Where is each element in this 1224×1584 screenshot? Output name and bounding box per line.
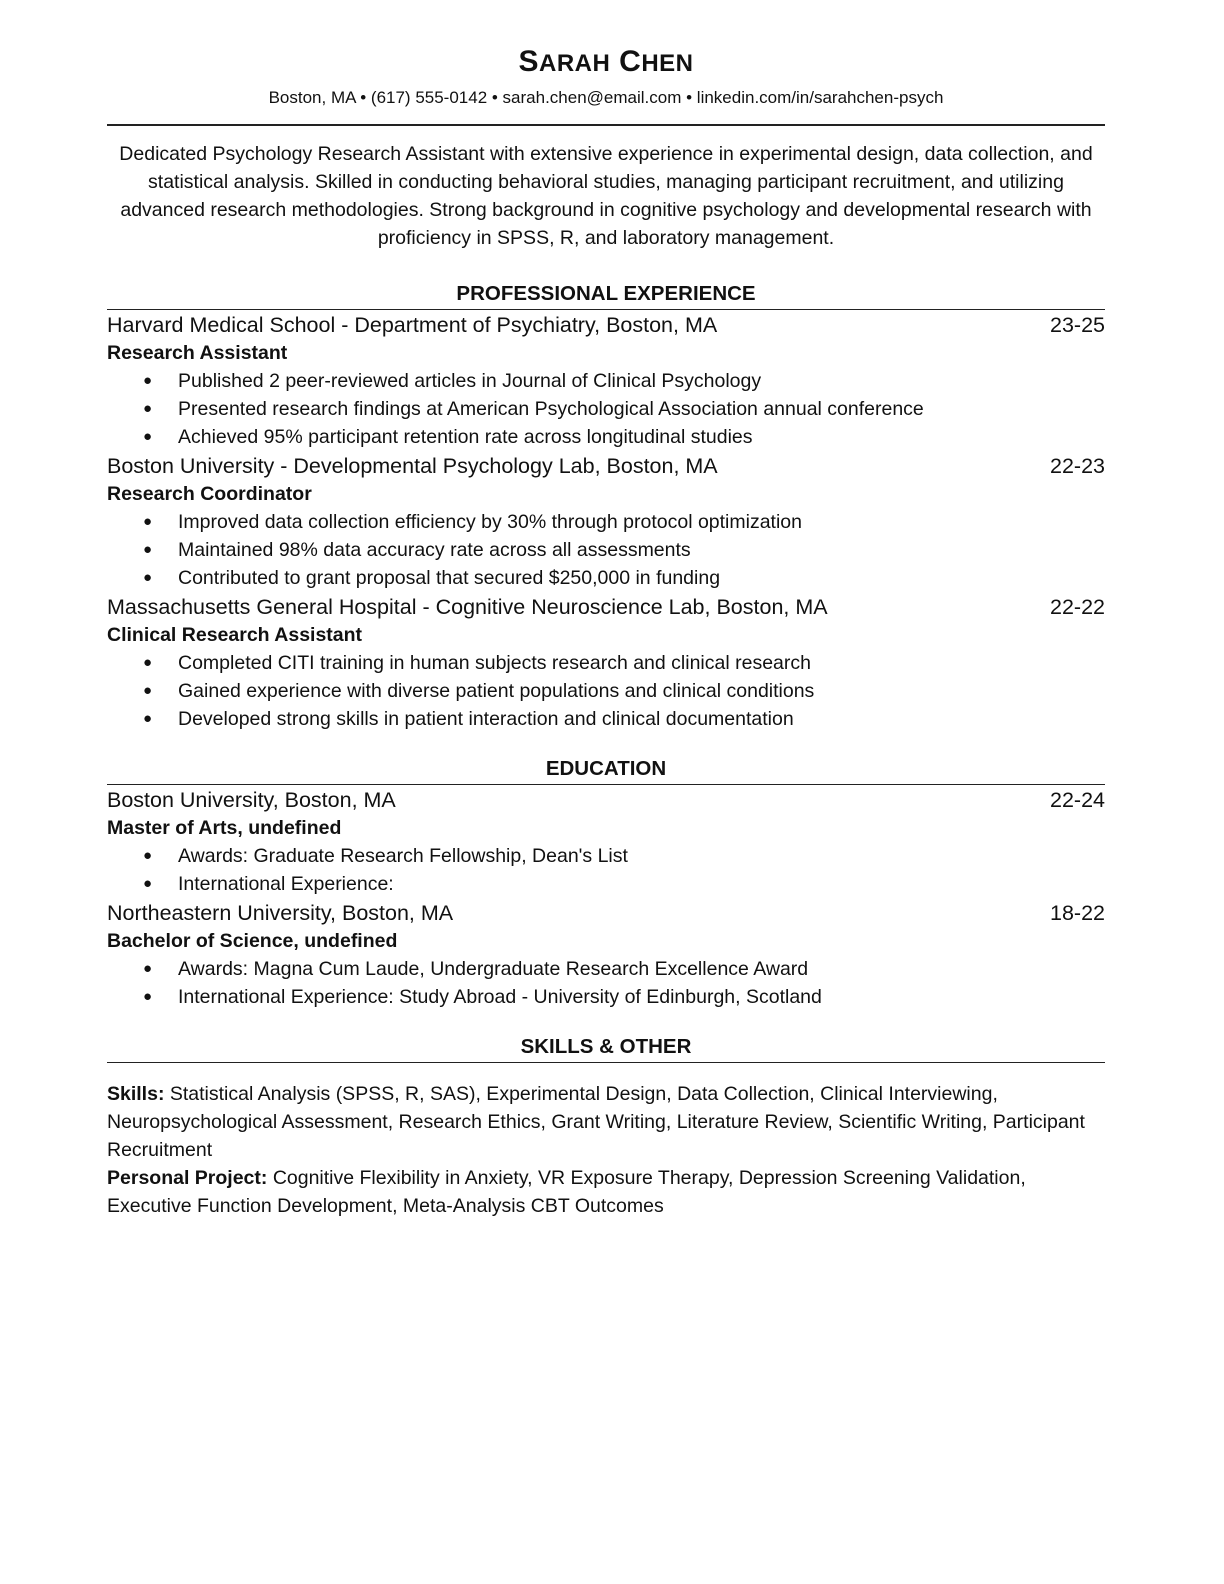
entry-bullets <box>107 649 1105 733</box>
section-title-education: EDUCATION <box>107 755 1105 785</box>
section-title-experience: PROFESSIONAL EXPERIENCE <box>107 280 1105 310</box>
bullet-item: ● International Experience: <box>107 870 1105 898</box>
bullet-icon: ● <box>143 654 153 671</box>
bullet-icon: ● <box>143 400 153 417</box>
entry-role: Clinical Research Assistant <box>107 624 363 646</box>
bullet-item: ● Improved data collection efficiency by 30% through protocol optimization <box>107 508 1105 536</box>
resume-page <box>107 40 1105 1220</box>
entry-date: 22-23 <box>1050 454 1105 478</box>
entry-date: 22-22 <box>1050 595 1105 619</box>
contact-line: Boston, MA • (617) 555-0142 • sarah.chen@email.com • linkedin.com/in/sarahchen-psych <box>268 88 944 107</box>
skills-line <box>107 1080 1105 1164</box>
bullet-item: ● International Experience: Study Abroad - University of Edinburgh, Scotland <box>107 983 1105 1011</box>
bullet-item: ● Awards: Magna Cum Laude, Undergraduate Research Excellence Award <box>107 955 1105 983</box>
skills-text: Statistical Analysis (SPSS, R, SAS), Experimental Design, Data Collection, Clinical Interviewing, Neuropsychological Assessment, Research Ethics, Grant Writing, Literature Review, Scientific Writing, Participant Recruitment <box>107 1083 1085 1161</box>
bullet-item: ● Achieved 95% participant retention rate across longitudinal studies <box>107 423 1105 451</box>
bullet-item: ● Presented research findings at American Psychological Association annual conference <box>107 395 1105 423</box>
entry-organization: Harvard Medical School - Department of Psychiatry, Boston, MA <box>107 313 718 337</box>
entry-date: 23-25 <box>1050 313 1105 337</box>
experience-entry <box>107 310 1105 451</box>
entry-bullets <box>107 842 1105 898</box>
entry-institution: Boston University, Boston, MA <box>107 788 396 812</box>
education-list <box>107 785 1105 1011</box>
entry-header <box>107 592 1105 622</box>
section-title-skills: SKILLS & OTHER <box>107 1033 1105 1063</box>
entry-degree: Master of Arts, undefined <box>107 817 342 839</box>
entry-header <box>107 451 1105 481</box>
experience-list <box>107 310 1105 733</box>
experience-entry <box>107 451 1105 592</box>
bullet-icon: ● <box>143 682 153 699</box>
entry-organization: Massachusetts General Hospital - Cognitive Neuroscience Lab, Boston, MA <box>107 595 828 619</box>
bullet-icon: ● <box>143 428 153 445</box>
header-divider <box>107 124 1105 126</box>
bullet-icon: ● <box>143 988 153 1005</box>
bullet-item: ● Completed CITI training in human subjects research and clinical research <box>107 649 1105 677</box>
skills-label: Skills: <box>107 1083 165 1105</box>
experience-entry <box>107 592 1105 733</box>
education-entry <box>107 785 1105 898</box>
bullet-item: ● Gained experience with diverse patient populations and clinical conditions <box>107 677 1105 705</box>
education-entry <box>107 898 1105 1011</box>
entry-institution: Northeastern University, Boston, MA <box>107 901 454 925</box>
entry-date: 18-22 <box>1050 901 1105 925</box>
skills-block <box>107 1080 1105 1220</box>
entry-role: Research Coordinator <box>107 483 312 505</box>
entry-bullets <box>107 367 1105 451</box>
entry-header <box>107 310 1105 340</box>
bullet-icon: ● <box>143 847 153 864</box>
entry-role: Research Assistant <box>107 342 288 364</box>
entry-organization: Boston University - Developmental Psychology Lab, Boston, MA <box>107 454 718 478</box>
entry-bullets <box>107 955 1105 1011</box>
bullet-icon: ● <box>143 710 153 727</box>
bullet-icon: ● <box>143 513 153 530</box>
personal-project-label: Personal Project: <box>107 1167 268 1189</box>
personal-project-text: Cognitive Flexibility in Anxiety, VR Exposure Therapy, Depression Screening Validation, Executive Function Development, Meta-Analysis CBT Outcomes <box>107 1167 1026 1217</box>
bullet-icon: ● <box>143 372 153 389</box>
bullet-icon: ● <box>143 541 153 558</box>
entry-bullets <box>107 508 1105 592</box>
professional-summary: Dedicated Psychology Research Assistant with extensive experience in experimental design, data collection, and statistical analysis. Skilled in conducting behavioral studies, managing participant recruitment, and utilizing advanced research methodologies. Strong background in cognitive psychology and developmental research with proficiency in SPSS, R, and laboratory management. <box>119 143 1093 249</box>
bullet-item: ● Contributed to grant proposal that secured $250,000 in funding <box>107 564 1105 592</box>
bullet-item: ● Maintained 98% data accuracy rate across all assessments <box>107 536 1105 564</box>
bullet-icon: ● <box>143 569 153 586</box>
bullet-icon: ● <box>143 960 153 977</box>
bullet-item: ● Awards: Graduate Research Fellowship, Dean's List <box>107 842 1105 870</box>
entry-degree: Bachelor of Science, undefined <box>107 930 398 952</box>
bullet-item: ● Published 2 peer-reviewed articles in Journal of Clinical Psychology <box>107 367 1105 395</box>
entry-header <box>107 898 1105 928</box>
candidate-name: SARAH CHEN <box>518 45 694 78</box>
bullet-icon: ● <box>143 875 153 892</box>
entry-date: 22-24 <box>1050 788 1105 812</box>
entry-header <box>107 785 1105 815</box>
personal-project-line <box>107 1164 1105 1220</box>
bullet-item: ● Developed strong skills in patient interaction and clinical documentation <box>107 705 1105 733</box>
